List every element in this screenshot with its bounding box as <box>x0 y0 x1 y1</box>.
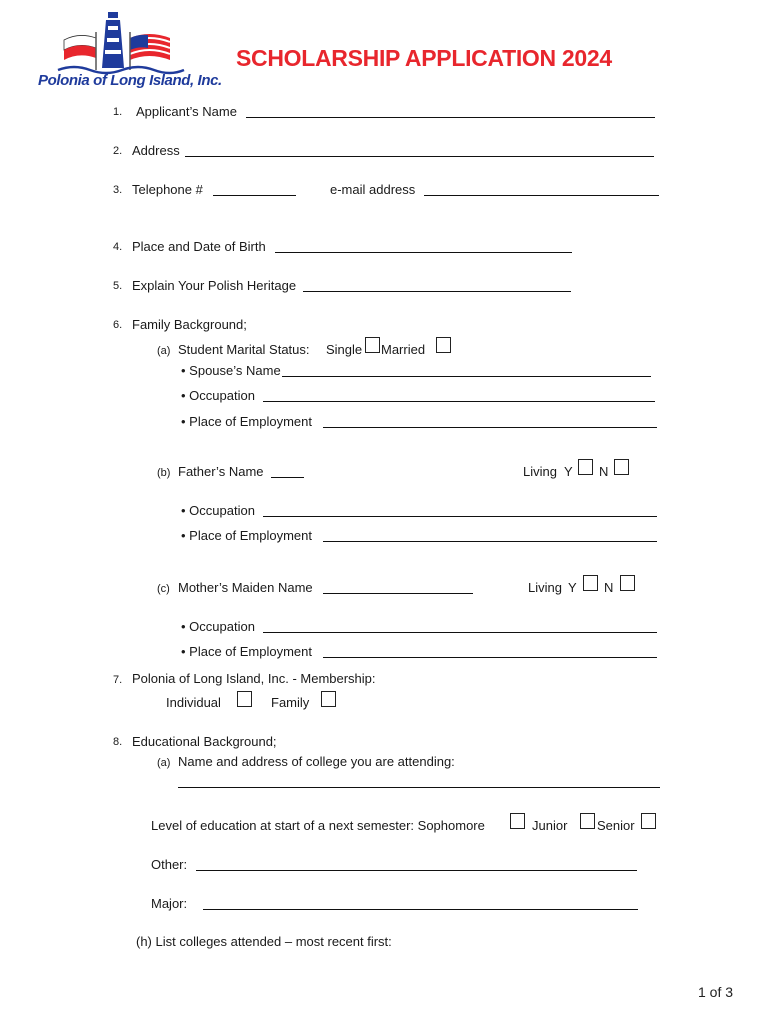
item-number: 5. <box>113 280 123 292</box>
sub-label-b: (b) <box>157 467 171 479</box>
father-employment-field[interactable] <box>323 541 657 542</box>
item-number: 2. <box>113 145 123 157</box>
other-label: Other: <box>151 857 188 872</box>
family-background-label: Family Background; <box>132 317 247 332</box>
married-checkbox[interactable] <box>436 337 451 353</box>
sub-label-a2: (a) <box>157 757 171 769</box>
mother-name-label: Mother’s Maiden Name <box>178 580 313 595</box>
list-colleges-label: (h) List colleges attended – most recent first: <box>136 934 392 949</box>
spouse-employment-field[interactable] <box>323 427 657 428</box>
father-living-yes-checkbox[interactable] <box>578 459 593 475</box>
spouse-name-field[interactable] <box>282 376 651 377</box>
item-number: 7. <box>113 674 123 686</box>
spouse-occupation-field[interactable] <box>263 401 655 402</box>
page-number: 1 of 3 <box>698 984 734 1000</box>
address-label: Address <box>132 143 180 158</box>
mother-employment-label: • Place of Employment <box>181 644 312 659</box>
family-label: Family <box>271 695 310 710</box>
single-label: Single <box>326 342 363 357</box>
sub-label-c: (c) <box>157 583 170 595</box>
item-number: 1. <box>113 106 123 118</box>
married-label: Married <box>381 342 426 357</box>
sub-label-a: (a) <box>157 345 171 357</box>
single-checkbox[interactable] <box>365 337 380 353</box>
applicant-name-label: Applicant’s Name <box>136 104 237 119</box>
other-field[interactable] <box>196 870 637 871</box>
senior-label: Senior <box>597 818 635 833</box>
telephone-label: Telephone # <box>132 182 203 197</box>
applicant-name-field[interactable] <box>246 117 655 118</box>
major-field[interactable] <box>203 909 638 910</box>
place-dob-field[interactable] <box>275 252 572 253</box>
item-number: 4. <box>113 241 123 253</box>
father-name-field[interactable] <box>271 477 304 478</box>
spouse-employment-label: • Place of Employment <box>181 414 312 429</box>
spouse-occupation-label: • Occupation <box>181 388 255 403</box>
mother-living-no-checkbox[interactable] <box>620 575 635 591</box>
father-occupation-field[interactable] <box>263 516 657 517</box>
item-number: 3. <box>113 184 123 196</box>
mother-living-label: Living <box>528 580 562 595</box>
membership-label: Polonia of Long Island, Inc. - Membership: <box>132 671 376 686</box>
mother-name-field[interactable] <box>323 593 473 594</box>
father-no-label: N <box>599 464 609 479</box>
education-level-label: Level of education at start of a next semester: Sophomore <box>151 818 485 833</box>
item-number: 6. <box>113 319 123 331</box>
place-dob-label: Place and Date of Birth <box>132 239 266 254</box>
individual-label: Individual <box>166 695 221 710</box>
major-label: Major: <box>151 896 188 911</box>
individual-checkbox[interactable] <box>237 691 252 707</box>
mother-occupation-label: • Occupation <box>181 619 255 634</box>
college-label: Name and address of college you are attending: <box>178 754 455 769</box>
junior-checkbox[interactable] <box>580 813 595 829</box>
sophomore-checkbox[interactable] <box>510 813 525 829</box>
senior-checkbox[interactable] <box>641 813 656 829</box>
father-yes-label: Y <box>564 464 573 479</box>
father-living-label: Living <box>523 464 557 479</box>
page-title: SCHOLARSHIP APPLICATION 2024 <box>236 45 612 71</box>
father-living-no-checkbox[interactable] <box>614 459 629 475</box>
mother-occupation-field[interactable] <box>263 632 657 633</box>
heritage-field[interactable] <box>303 291 571 292</box>
father-name-label: Father’s Name <box>178 464 264 479</box>
heritage-label: Explain Your Polish Heritage <box>132 278 297 293</box>
item-number: 8. <box>113 736 123 748</box>
spouse-name-label: • Spouse’s Name <box>181 363 281 378</box>
telephone-field[interactable] <box>213 195 296 196</box>
email-label: e-mail address <box>330 182 416 197</box>
address-field[interactable] <box>185 156 654 157</box>
college-field[interactable] <box>178 787 660 788</box>
educational-background-label: Educational Background; <box>132 734 277 749</box>
logo-text: Polonia of Long Island, Inc. <box>38 72 222 89</box>
mother-no-label: N <box>604 580 614 595</box>
family-checkbox[interactable] <box>321 691 336 707</box>
email-field[interactable] <box>424 195 659 196</box>
father-occupation-label: • Occupation <box>181 503 255 518</box>
mother-yes-label: Y <box>568 580 577 595</box>
mother-living-yes-checkbox[interactable] <box>583 575 598 591</box>
mother-employment-field[interactable] <box>323 657 657 658</box>
father-employment-label: • Place of Employment <box>181 528 312 543</box>
marital-status-label: Student Marital Status: <box>178 342 310 357</box>
junior-label: Junior <box>532 818 568 833</box>
